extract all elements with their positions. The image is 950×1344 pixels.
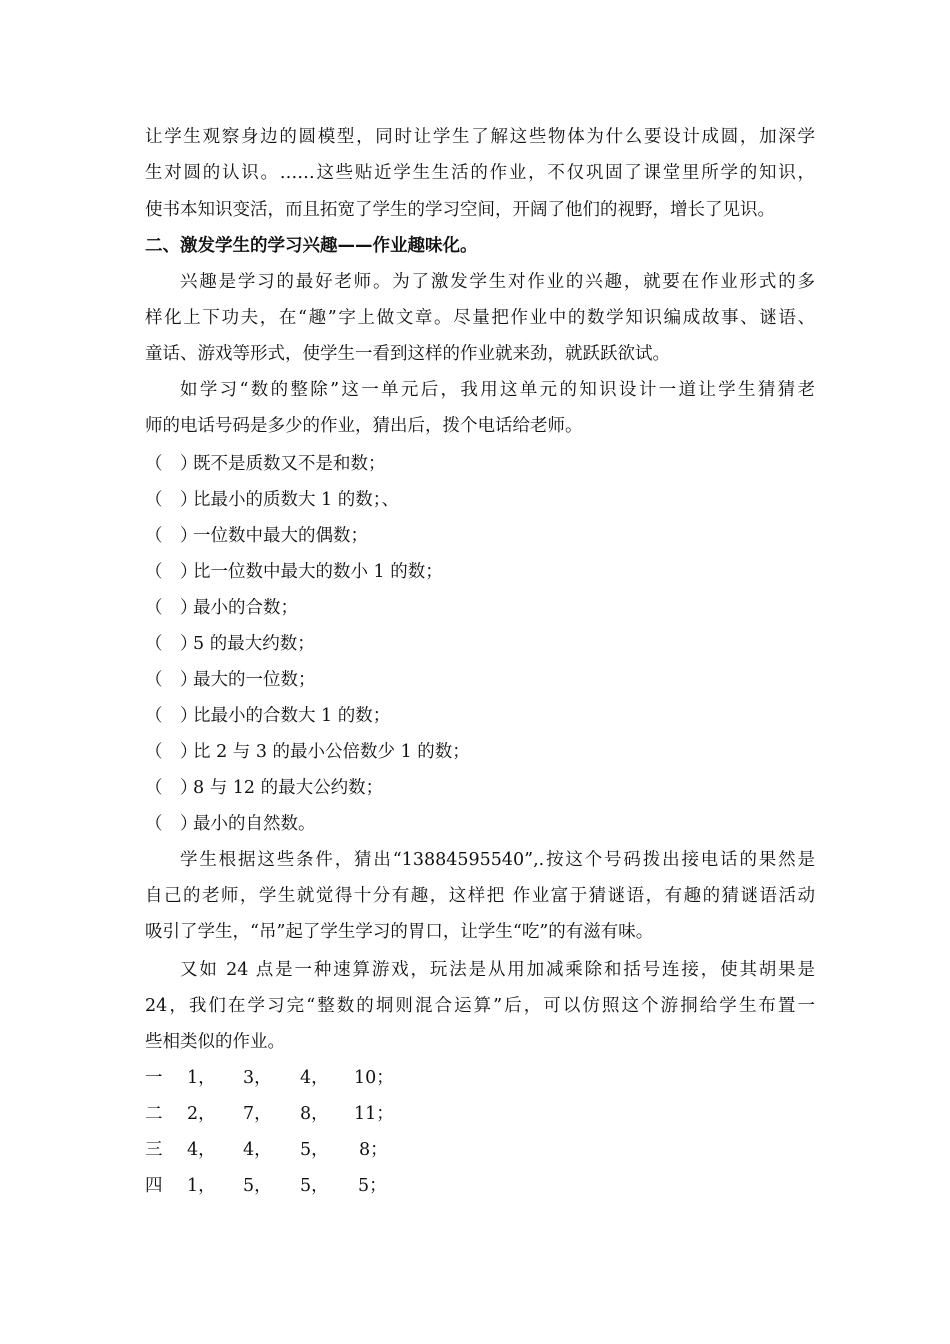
blank-paren: （ ） <box>145 814 198 834</box>
paragraph-line: 使书本知识变活，而且拓宽了学生的学习空间，开阔了他们的视野，增长了见识。 <box>145 200 775 220</box>
clue-text: 既不是质数又不是和数； <box>193 454 386 474</box>
clue-text: 最大的一位数； <box>193 670 316 690</box>
puzzle-number: 5， <box>243 1176 272 1196</box>
puzzle-number: 4， <box>187 1140 216 1160</box>
puzzle-row <box>145 1060 815 1096</box>
clue-text: 比 2 与 3 的最小公倍数少 1 的数； <box>193 742 470 762</box>
clue-item <box>145 590 815 626</box>
paragraph-line: 让学生观察身边的圆模型，同时让学生了解这些物体为什么要设计成圆，加深学 <box>145 127 815 147</box>
paragraph-line: 童话、游戏等形式，使学生一看到这样的作业就来劲，就跃跃欲试。 <box>145 344 670 364</box>
clue-item <box>145 734 815 770</box>
paragraph-line: 24，我们在学习完“整数的垌则混合运算”后，可以仿照这个游挏给学生布置一 <box>145 996 815 1016</box>
clue-text: 比最小的合数大 1 的数； <box>193 706 391 726</box>
clue-item <box>145 698 815 734</box>
blank-paren: （ ） <box>145 670 198 690</box>
paragraph-line: 些相类似的作业。 <box>145 1032 285 1052</box>
clue-item <box>145 806 815 842</box>
paragraph-line: 吸引了学生，“吊”起了学生学习的胃口，让学生“吃”的有滋有味。 <box>145 922 654 942</box>
blank-paren: （ ） <box>145 454 198 474</box>
puzzle-label: 一 <box>145 1068 163 1088</box>
clue-text: 最小的自然数。 <box>193 814 316 834</box>
puzzle-number: 3， <box>243 1068 272 1088</box>
paragraph-line: 又如 24 点是一种速算游戏，玩法是从用加减乘除和括号连接，使其胡果是 <box>180 960 815 980</box>
clue-item <box>145 482 815 518</box>
blank-paren: （ ） <box>145 598 198 618</box>
clue-item <box>145 518 815 554</box>
section-heading: 二、激发学生的学习兴趣——作业趣味化。 <box>145 236 478 256</box>
puzzle-label: 二 <box>145 1104 163 1124</box>
clue-text: 比一位数中最大的数小 1 的数； <box>193 562 443 582</box>
paragraph-line: 如学习“数的整除”这一单元后，我用这单元的知识设计一道让学生猜猜老 <box>180 380 815 400</box>
puzzle-label: 四 <box>145 1176 163 1196</box>
puzzle-number: 11； <box>354 1104 394 1124</box>
paragraph-line: 学生根据这些条件，猜出“13884595540”,.按这个号码拨出接电话的果然是 <box>180 850 815 870</box>
puzzle-number: 2， <box>187 1104 216 1124</box>
puzzle-number: 8； <box>359 1140 388 1160</box>
blank-paren: （ ） <box>145 562 198 582</box>
blank-paren: （ ） <box>145 490 198 510</box>
paragraph-line: 样化上下功夫，在“趣”字上做文章。尽量把作业中的数学知识编成故事、谜语、 <box>145 308 815 328</box>
paragraph-line: 自己的老师，学生就觉得十分有趣，这样把 作业富于猜谜语，有趣的猜谜语活动 <box>145 886 815 906</box>
paragraph-line: 生对圆的认识。……这些贴近学生生活的作业，不仅巩固了课堂里所学的知识， <box>145 163 815 183</box>
blank-paren: （ ） <box>145 706 198 726</box>
puzzle-number: 5， <box>300 1140 329 1160</box>
puzzle-number: 7， <box>243 1104 272 1124</box>
clue-item <box>145 554 815 590</box>
puzzle-number: 1， <box>187 1068 216 1088</box>
blank-paren: （ ） <box>145 526 198 546</box>
clue-text: 一位数中最大的偶数； <box>193 526 368 546</box>
clue-text: 最小的合数； <box>193 598 298 618</box>
clue-item <box>145 626 815 662</box>
puzzle-label: 三 <box>145 1140 163 1160</box>
puzzle-number: 4， <box>243 1140 272 1160</box>
puzzle-row <box>145 1132 815 1168</box>
blank-paren: （ ） <box>145 634 198 654</box>
clue-item <box>145 446 815 482</box>
clue-text: 比最小的质数大 1 的数；、 <box>193 490 400 510</box>
puzzle-number: 8， <box>300 1104 329 1124</box>
puzzle-number: 5， <box>300 1176 329 1196</box>
puzzle-row <box>145 1096 815 1132</box>
clue-text: 5 的最大约数； <box>193 634 315 654</box>
paragraph-line: 师的电话号码是多少的作业，猜出后，拨个电话给老师。 <box>145 416 583 436</box>
blank-paren: （ ） <box>145 742 198 762</box>
puzzle-number: 5； <box>358 1176 387 1196</box>
clue-text: 8 与 12 的最大公约数； <box>193 778 384 798</box>
clue-item <box>145 662 815 698</box>
blank-paren: （ ） <box>145 778 198 798</box>
paragraph-line: 兴趣是学习的最好老师。为了激发学生对作业的兴趣，就要在作业形式的多 <box>180 272 815 292</box>
puzzle-number: 4， <box>300 1068 329 1088</box>
puzzle-row <box>145 1168 815 1204</box>
puzzle-number: 10； <box>354 1068 394 1088</box>
puzzle-number: 1， <box>187 1176 216 1196</box>
clue-item <box>145 770 815 806</box>
